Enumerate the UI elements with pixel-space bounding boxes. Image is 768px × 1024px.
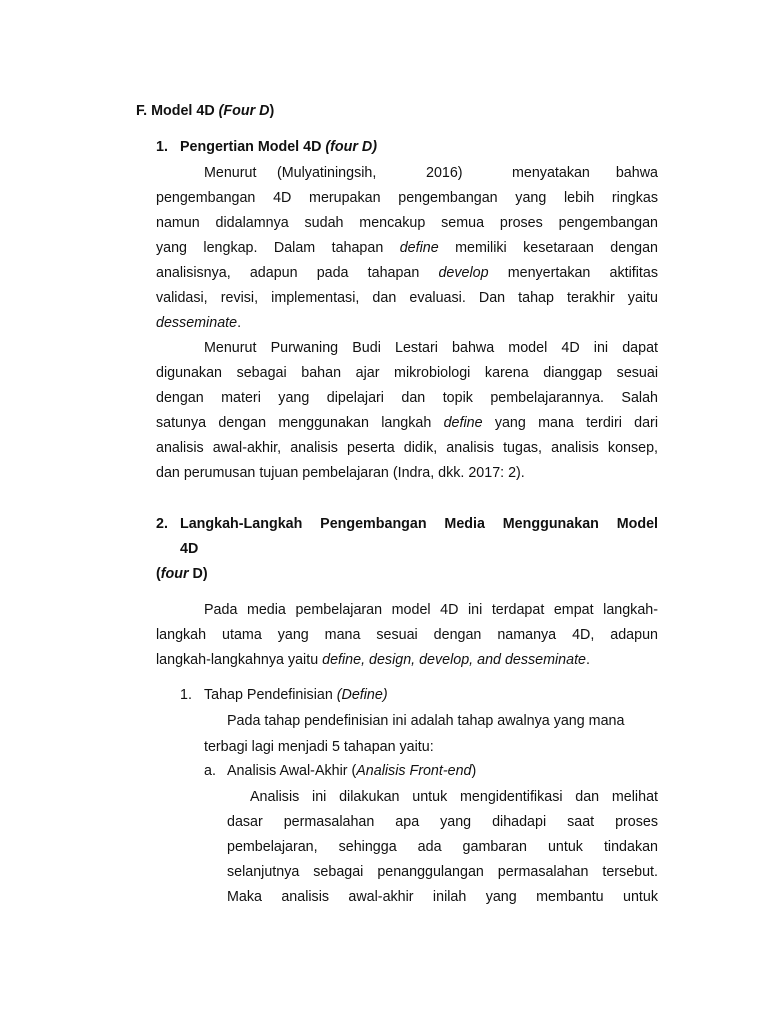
italic-term: (Define) [336,687,388,703]
p2-line-6: dan perumusan tujuan pembelajaran (Indra, dkk. 2017: 2). [156,465,525,481]
p1-line-5 [156,264,658,282]
italic-term: define [399,240,439,256]
p4-line-2: terbagi lagi menjadi 5 tahapan yaitu: [204,739,434,755]
text: ) [471,763,477,779]
item-a-heading [227,762,476,780]
text: . [586,652,590,668]
text: menyertakan aktifitas [488,265,658,281]
p1-line-7 [156,314,241,332]
p5-line-5: Maka analisis awal-akhir inilah yang membantu untuk [227,889,658,905]
step-1-heading [204,686,388,704]
italic-term: Analisis Front-end [356,763,472,779]
subheading-2-line-2: 4D [180,541,199,557]
p1-line-3: namun didalamnya sudah mencakup semua proses pengembangan [156,215,658,231]
subheading-1-number: 1. [156,139,168,155]
word: 2016) [426,165,463,181]
text: satunya dengan menggunakan langkah [156,415,444,431]
p3-line-3 [156,651,590,669]
text: analisisnya, adapun pada tahapan [156,265,439,281]
word: Menurut [204,165,257,181]
text: D) [188,566,208,582]
subheading-2-line-1: Langkah-Langkah Pengembangan Media Menggunakan Model [180,516,658,532]
word: bahwa [615,165,658,181]
word: (Mulyatiningsih, [277,165,377,181]
text: langkah-langkahnya yaitu [156,652,323,668]
subheading-1 [180,138,377,156]
p2-line-2: digunakan sebagai bahan ajar mikrobiologi karena dianggap sesuai [156,365,658,381]
text: . [237,315,242,331]
text: Tahap Pendefinisian [204,687,337,703]
p2-line-4 [156,414,658,432]
p4-line-1: Pada tahap pendefinisian ini adalah tahap awalnya yang mana [227,713,625,729]
text: yang mana terdiri dari [482,415,658,431]
italic-term: desseminate [156,315,238,331]
heading-suffix: ) [269,103,275,119]
p5-line-1: Analisis ini dilakukan untuk mengidentifikasi dan melihat [250,789,658,805]
heading-italic: (Four D [218,103,270,119]
subheading-text: Pengertian Model 4D [180,139,326,155]
italic-term: four [160,566,189,582]
italic-term: develop [438,265,489,281]
heading-text: F. Model 4D [136,103,219,119]
p2-line-3: dengan materi yang dipelajari dan topik pembelajarannya. Salah [156,390,658,406]
p2-line-1: Menurut Purwaning Budi Lestari bahwa model 4D ini dapat [204,340,658,356]
italic-term: define [443,415,483,431]
word: menyatakan [512,165,590,181]
subheading-italic: (four D) [325,139,378,155]
text: memiliki kesetaraan dengan [438,240,658,256]
p5-line-4: selanjutnya sebagai penanggulangan permasalahan tersebut. [227,864,658,880]
p3-line-2: langkah utama yang mana sesuai dengan namanya 4D, adapun [156,627,658,643]
step-1-number: 1. [180,687,192,703]
text: yang lengkap. Dalam tahapan [156,240,400,256]
p1-line-2: pengembangan 4D merupakan pengembangan yang lebih ringkas [156,190,658,206]
text: ( [156,566,161,582]
italic-term: define, design, develop, and desseminate [322,652,587,668]
subheading-2-number: 2. [156,516,168,532]
p5-line-2: dasar permasalahan apa yang dihadapi saat proses [227,814,658,830]
p1-line-4 [156,239,658,257]
section-heading-f [136,102,274,120]
item-a-letter: a. [204,763,216,779]
subheading-2-line-3 [156,565,208,583]
text: Analisis Awal-Akhir ( [227,763,357,779]
p1-line-6: validasi, revisi, implementasi, dan evaluasi. Dan tahap terakhir yaitu [156,290,658,306]
p5-line-3: pembelajaran, sehingga ada gambaran untuk tindakan [227,839,658,855]
p2-line-5: analisis awal-akhir, analisis peserta didik, analisis tugas, analisis konsep, [156,440,658,456]
p3-line-1: Pada media pembelajaran model 4D ini terdapat empat langkah- [204,602,658,618]
